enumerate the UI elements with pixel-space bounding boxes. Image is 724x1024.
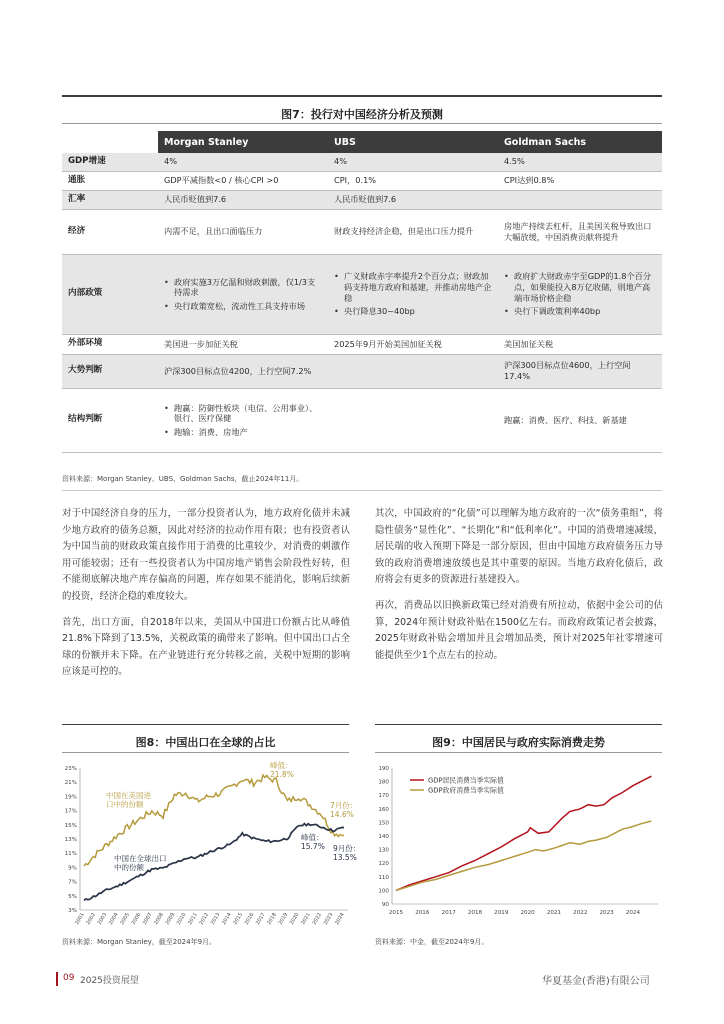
- series-label-us: 中国在美国进口中的份额: [106, 791, 151, 809]
- list-item: • 政府实施3万亿温和财政刺激，仅1/3支持需求: [164, 277, 322, 298]
- table-cell: 内需不足，且出口面临压力: [158, 209, 328, 254]
- x-tick-label: 2019: [277, 912, 290, 927]
- list-item: • 政府扩大财政赤字至GDP的1.8个百分点，如果能投入8万亿收储，则地产高端市场价格企稳: [504, 271, 656, 303]
- x-tick-label: 2012: [198, 912, 211, 927]
- footer-accent-bar: [56, 972, 58, 986]
- x-tick-label: 2003: [96, 912, 109, 927]
- figure8-chart: [58, 756, 361, 932]
- y-tick-label: 100: [378, 888, 389, 895]
- x-tick-label: 2018: [266, 912, 278, 927]
- x-tick-label: 2018: [467, 910, 483, 916]
- annotation-peak-global: 峰值： 15.7%: [301, 833, 325, 851]
- series-line-us-import-share: [84, 775, 344, 866]
- table-cell: [158, 388, 328, 452]
- y-tick-label: 180: [378, 779, 389, 786]
- table-cell: 财政支持经济企稳，但是出口压力提升: [328, 209, 498, 254]
- figure9-source: 资料来源：中金，截至2024年9月。: [375, 938, 489, 946]
- y-tick-label: 5%: [68, 893, 77, 900]
- figure7-top-rule: [62, 95, 662, 97]
- table-cell: [328, 388, 498, 452]
- row-label: 汇率: [62, 190, 158, 209]
- table-cell: [328, 254, 498, 334]
- list-item: • 广义财政赤字率提升2个百分点；财政加码支持地方政府和基建，并推动房地产企稳: [334, 271, 492, 303]
- y-tick-label: 3%: [68, 908, 77, 914]
- table-row: [62, 190, 662, 209]
- legend-label: GDP居民消费当季实际值: [428, 776, 504, 785]
- figure8-title: 图8：中国出口在全球的占比: [135, 736, 276, 749]
- y-tick-label: 13%: [64, 837, 77, 843]
- table-row: [62, 254, 662, 334]
- row-label: 通胀: [62, 171, 158, 190]
- body-column-left: [62, 506, 350, 690]
- x-tick-label: 2006: [130, 912, 143, 927]
- table-cell: 美国加征关税: [498, 334, 662, 354]
- bullet-list: [164, 403, 322, 438]
- table-row: [62, 209, 662, 254]
- page-number: 09: [63, 973, 75, 983]
- table-header-corner: [62, 131, 158, 153]
- y-tick-label: 19%: [64, 794, 77, 801]
- body-paragraph: 首先，出口方面，自2018年以来，美国从中国进口份额占比从峰值21.8%下降到了13.5%，关税政策的确带来了影响。但中国出口占全球的份额并未下降。在产业链进行充分转移之前，关税中短期的影响应该是可控的。: [62, 616, 350, 678]
- table-cell: 跑赢：消费、医疗、科技、新基建: [498, 388, 662, 452]
- y-tick-label: 21%: [64, 780, 77, 787]
- table-row: [62, 171, 662, 190]
- row-label: 经济: [62, 209, 158, 254]
- table-cell: [498, 190, 662, 209]
- table-cell: [328, 354, 498, 388]
- x-tick-label: 2015: [232, 912, 244, 927]
- annotation-july: 7月份： 14.6%: [330, 801, 358, 819]
- figure8-source: 资料来源：Morgan Stanley，截至2024年9月。: [62, 938, 217, 946]
- row-label: GDP增速: [62, 153, 158, 171]
- x-tick-label: 2009: [164, 912, 177, 927]
- row-label: 外部环境: [62, 334, 158, 354]
- x-tick-label: 2017: [255, 912, 267, 927]
- y-tick-label: 15%: [64, 822, 77, 829]
- y-tick-label: 170: [378, 793, 389, 800]
- x-tick-label: 2024: [334, 912, 346, 927]
- y-tick-label: 130: [378, 847, 389, 854]
- table-cell: 沪深300目标点位4600，上行空间17.4%: [498, 354, 662, 388]
- table-row: [62, 354, 662, 388]
- x-tick-label: 2015: [388, 910, 404, 916]
- y-tick-label: 90: [381, 902, 389, 908]
- annotation-september: 9月份： 13.5%: [333, 844, 361, 862]
- y-tick-label: 17%: [64, 808, 77, 815]
- x-tick-label: 2007: [141, 912, 154, 927]
- table-cell: 美国进一步加征关税: [158, 334, 328, 354]
- row-label: 大势判断: [62, 354, 158, 388]
- table-cell: 4.5%: [498, 153, 662, 171]
- list-item: • 央行降息30~40bp: [334, 306, 492, 317]
- y-tick-label: 120: [378, 861, 389, 868]
- x-tick-label: 2024: [625, 910, 641, 916]
- series-line-government-consumption: [396, 821, 651, 890]
- table-cell: 房地产持续去杠杆，且美国关税导致出口大幅放缓，中国消费贡献将提升: [498, 209, 662, 254]
- column-header-ubs: UBS: [328, 131, 498, 153]
- bullet-list: [164, 277, 322, 312]
- figure7-title-rule: [62, 123, 662, 124]
- annotation-peak-us: 峰值： 21.8%: [270, 761, 294, 779]
- y-tick-label: 11%: [64, 851, 77, 858]
- y-tick-label: 150: [378, 820, 389, 827]
- y-tick-label: 190: [378, 766, 389, 772]
- bullet-list: [504, 271, 656, 317]
- figure7-title: 图7：投行对中国经济分析及预测: [281, 108, 443, 121]
- table-cell: 4%: [328, 153, 498, 171]
- x-tick-label: 2014: [221, 912, 233, 927]
- bank-forecast-table: [62, 131, 662, 453]
- table-cell: 人民币贬值到7.6: [328, 190, 498, 209]
- table-cell: 人民币贬值到7.6: [158, 190, 328, 209]
- table-cell: 2025年9月开始美国加征关税: [328, 334, 498, 354]
- section-divider: [62, 490, 662, 491]
- body-column-right: [375, 506, 663, 673]
- y-tick-label: 23%: [64, 766, 77, 772]
- table-cell: GDP平减指数<0 / 核心CPI >0: [158, 171, 328, 190]
- x-tick-label: 2023: [599, 910, 614, 916]
- figure9-top-rule: [375, 724, 662, 725]
- x-tick-label: 2022: [573, 910, 588, 916]
- legend-label: GDP政府消费当季实际值: [428, 786, 504, 795]
- x-tick-label: 2019: [494, 910, 509, 916]
- footer-company: 华夏基金(香港)有限公司: [542, 976, 650, 987]
- row-label: 结构判断: [62, 388, 158, 452]
- table-cell: CPI达到0.8%: [498, 171, 662, 190]
- table-cell: CPI，0.1%: [328, 171, 498, 190]
- x-tick-label: 2017: [441, 910, 456, 916]
- y-tick-label: 160: [378, 806, 389, 813]
- x-tick-label: 2004: [108, 912, 120, 927]
- row-label: 内部政策: [62, 254, 158, 334]
- table-row: [62, 334, 662, 354]
- x-tick-label: 2005: [119, 912, 131, 927]
- x-tick-label: 2011: [187, 912, 199, 927]
- x-tick-label: 2013: [209, 912, 222, 927]
- list-item: • 央行下调政策利率40bp: [504, 306, 656, 317]
- x-tick-label: 2010: [175, 912, 188, 927]
- x-tick-label: 2016: [415, 910, 430, 916]
- x-tick-label: 2016: [243, 912, 256, 927]
- list-item: • 跑输：消费、房地产: [164, 427, 322, 438]
- x-tick-label: 2023: [322, 912, 335, 927]
- figure9-title: 图9：中国居民与政府实际消费走势: [432, 736, 605, 749]
- list-item: • 跑赢：防御性板块（电信、公用事业）、银行、医疗保健: [164, 403, 322, 424]
- table-cell: [158, 254, 328, 334]
- x-tick-label: 2020: [520, 910, 535, 916]
- x-tick-label: 2022: [311, 912, 324, 927]
- body-paragraph: 对于中国经济自身的压力，一部分投资者认为，地方政府化债并未减少地方政府的债务总额，因此对经济的拉动作用有限；也有投资者认为中国当前的财政政策直接作用于消费的比重较少，对消费的刺激作用可能较弱；还有一些投资者认为中国房地产销售会阶段性好转，但不能彻底解决地产库存偏高的问题，库存如果不能消化，影响后续新的投资，经济企稳的难度较大。: [62, 508, 350, 602]
- x-tick-label: 2008: [153, 912, 165, 927]
- y-tick-label: 9%: [68, 865, 77, 872]
- list-item: • 央行政策宽松，流动性工具支持市场: [164, 301, 322, 312]
- table-header-row: [62, 131, 662, 153]
- column-header-ms: Morgan Stanley: [158, 131, 328, 153]
- x-tick-label: 2002: [85, 912, 98, 927]
- series-label-global: 中国在全球出口中的份额: [114, 854, 167, 872]
- y-tick-label: 7%: [68, 879, 77, 886]
- x-tick-label: 2020: [288, 912, 301, 927]
- table-cell: 沪深300目标点位4200，上行空间7.2%: [158, 354, 328, 388]
- table-row: [62, 153, 662, 171]
- body-paragraph: 其次，中国政府的“化债”可以理解为地方政府的一次“债务重组”，将隐性债务“显性化”、“长期化”和“低利率化”。中国的消费增速减缓，居民端的收入预期下降是一部分原因，但由中国地方政府债务压力导致的政府消费增速放缓也是其中重要的原因。当地方政府化债后，政府将会有更多的资源进行基建投入。: [375, 508, 663, 586]
- figure9-title-rule: [375, 752, 662, 753]
- column-header-gs: Goldman Sachs: [498, 131, 662, 153]
- body-paragraph: 再次，消费品以旧换新政策已经对消费有所拉动，依据中金公司的估算，2024年预计财政补贴在1500亿左右。而政府政策记者会披露，2025年财政补贴会增加并且会增加品类，预计对2025年社零增速可能提供至少1个点左右的拉动。: [375, 599, 663, 661]
- figure7-source: 资料来源：Morgan Stanley、UBS、Goldman Sachs，截止2024年11月。: [62, 475, 304, 483]
- table-cell: [498, 254, 662, 334]
- x-tick-label: 2021: [300, 912, 312, 927]
- figure8-top-rule: [62, 724, 349, 725]
- table-cell: 4%: [158, 153, 328, 171]
- y-tick-label: 140: [378, 834, 389, 840]
- y-tick-label: 110: [378, 874, 389, 881]
- bullet-list: [334, 271, 492, 317]
- figure8-title-rule: [62, 752, 349, 753]
- figure9-chart: [370, 756, 665, 932]
- x-tick-label: 2001: [74, 912, 86, 927]
- x-tick-label: 2021: [546, 910, 562, 916]
- footer-title: 2025投资展望: [80, 976, 139, 986]
- table-row: [62, 388, 662, 452]
